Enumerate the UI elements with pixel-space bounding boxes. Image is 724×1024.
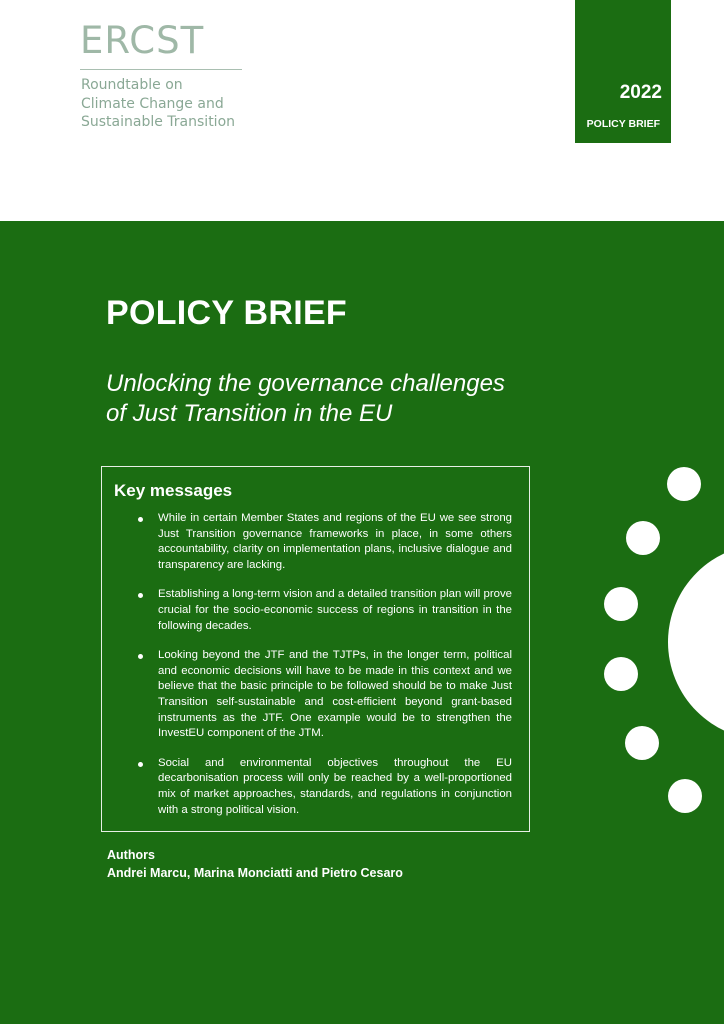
bullet-icon [138,593,143,598]
cover-panel [0,221,724,1024]
key-message-text: Social and environmental objectives throughout the EU decarbonisation process will only be reached by a well-proportioned mix of market approaches, standards, and regulations in conjunction with a strong political vision. [158,756,512,816]
year-text: 2022 [619,82,662,103]
list-item [128,587,512,634]
logo-divider [80,69,242,70]
cover-subtitle [106,369,576,429]
key-message-text: While in certain Member States and regions of the EU we see strong Just Transition governance frameworks in place, in some others accountability, clarity on implementation plans, inclusive dialogue and transparency are lacking. [158,512,512,571]
decorative-circle [625,726,659,760]
logo-subtitle-line: Sustainable Transition [81,114,236,130]
bullet-icon [138,654,143,659]
list-item [128,756,512,818]
logo-subtitle-line: Climate Change and [81,95,224,112]
header [0,0,724,221]
authors-names: Andrei Marcu, Marina Monciatti and Pietro Cesaro [107,866,403,880]
decorative-circle [604,587,638,621]
key-message-text: Looking beyond the JTF and the TJTPs, in the longer term, political and economic decisions will have to be made in this context and we believe that the basic principle to be followed should be to make Just Transition self-sustainable and cost-efficient beyond grant-based instruments as the JTF. One example would be to strengthen the InvestEU component of the JTM. [158,649,512,740]
year-badge [575,0,671,143]
key-messages-box [101,466,530,832]
badge-label: POLICY BRIEF [586,118,660,130]
logo-subtitle-line: Roundtable on [81,77,183,93]
decorative-circle [626,521,660,555]
large-decorative-circle [668,544,724,740]
decorative-circle [604,657,638,691]
cover-subtitle-line: Unlocking the governance challenges [106,370,505,397]
decorative-circle [668,779,702,813]
logo-title: ERCST [80,19,205,62]
key-messages-list [128,511,512,832]
bullet-icon [138,762,143,767]
key-message-text: Establishing a long-term vision and a detailed transition plan will prove crucial for the socio-economic success of regions in transition in the following decades. [158,588,512,632]
list-item [128,511,512,573]
key-messages-heading: Key messages [114,481,233,500]
bullet-icon [138,517,143,522]
list-item [128,648,512,742]
authors-label: Authors [107,848,155,862]
cover-subtitle-line: of Just Transition in the EU [106,400,393,427]
decorative-circle [667,467,701,501]
cover-title: POLICY BRIEF [106,294,348,332]
logo-subtitle [81,76,261,132]
